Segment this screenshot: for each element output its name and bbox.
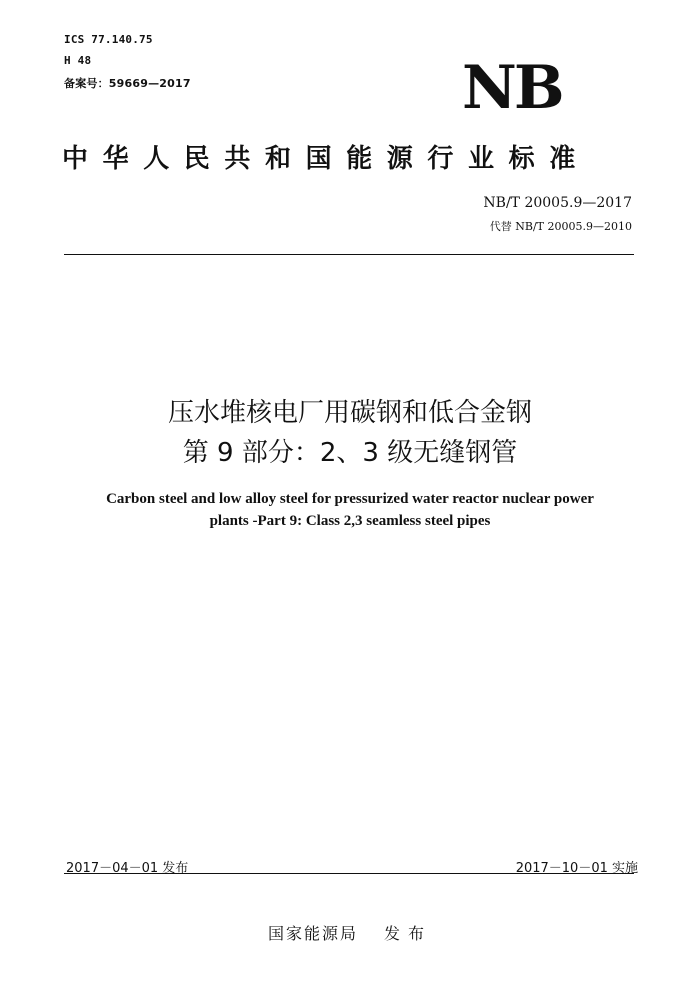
top-divider [64,254,634,255]
replaces-standard: 代替 NB/T 20005.9—2010 [489,220,632,233]
issue-date: 2017－04－01 发布 [66,861,189,876]
ccs-code: H 48 [64,54,92,67]
record-number: 备案号：59669—2017 [64,77,191,90]
publisher-action: 发布 [384,924,433,943]
implementation-date: 2017－10－01 实施 [515,861,638,876]
publisher-line [0,921,700,944]
ics-code: ICS 77.140.75 [64,33,153,46]
publisher-organization: 国家能源局 [267,924,358,943]
nb-logo: NB [462,53,562,123]
bottom-divider [64,873,634,874]
english-title-line-1: Carbon steel and low alloy steel for pressurized water reactor nuclear power [106,491,594,507]
standard-category-title: 中华人民共和国能源行业标准 [62,144,590,174]
standard-number: NB/T 20005.9—2017 [483,195,632,211]
english-title-line-2: plants -Part 9: Class 2,3 seamless steel pipes [209,513,491,529]
chinese-title-line-1: 压水堆核电厂用碳钢和低合金钢 [167,398,532,428]
chinese-title-line-2: 第 9 部分：2、3 级无缝钢管 [182,438,518,468]
